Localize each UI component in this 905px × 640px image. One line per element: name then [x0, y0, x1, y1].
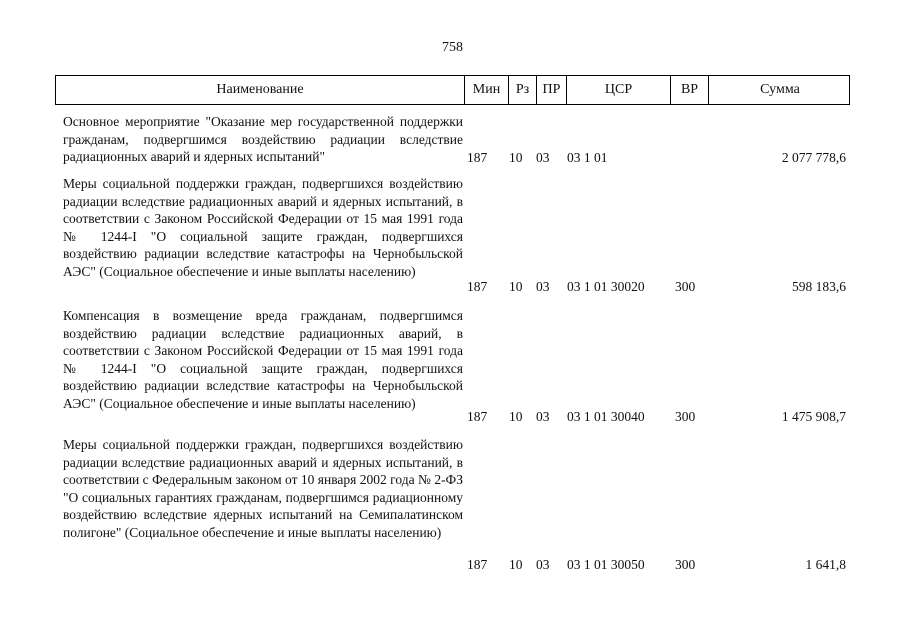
row-csr: 03 1 01 30040 [567, 408, 645, 424]
header-name: Наименование [216, 82, 304, 97]
row-csr: 03 1 01 30020 [567, 278, 645, 294]
header-pr: ПР [536, 76, 566, 104]
row-name: Компенсация в возмещение вреда гражданам, подвергшимся воздействию радиации вследствие радиационных аварий, в соответствии с Законом Российской Федерации от 15 мая 1991 года № 1244-I "О социальной защите граждан, подвергшихся воздействию радиации вследствие катастрофы на Чернобыльской АЭС" (Социальное обеспечение и иные выплаты населению) [63, 308, 463, 411]
row-csr: 03 1 01 30050 [567, 556, 645, 572]
table-row [55, 307, 850, 425]
row-min: 187 [467, 278, 488, 294]
row-vr: 300 [675, 278, 696, 294]
row-pr: 03 [536, 556, 550, 572]
row-rz: 10 [509, 408, 523, 424]
row-min: 187 [467, 408, 488, 424]
row-name: Основное мероприятие "Оказание мер государственной поддержки гражданам, подвергшимся воздействию радиации вследствие радиационных аварий и ядерных испытаний" [63, 114, 463, 164]
header-rz: Рз [508, 76, 536, 104]
header-sum: Сумма [708, 76, 851, 104]
page-number: 758 [442, 40, 463, 55]
table-header [55, 75, 850, 105]
row-pr: 03 [536, 149, 550, 165]
row-name: Меры социальной поддержки граждан, подвергшихся воздействию радиации вследствие радиационных аварий и ядерных испытаний, в соответствии с Федеральным законом от 10 января 2002 года № 2-ФЗ "О социальных гарантиях гражданам, подвергшимся радиационному воздействию вследствие ядерных испытаний на Семипалатинском полигоне" (Социальное обеспечение и иные выплаты населению) [63, 437, 463, 540]
row-sum: 2 077 778,6 [781, 149, 846, 165]
table-row [55, 436, 850, 573]
row-name: Меры социальной поддержки граждан, подвергшихся воздействию радиации вследствие радиационных аварий и ядерных испытаний, в соответствии с Законом Российской Федерации от 15 мая 1991 года № 1244-I "О социальной защите граждан, подвергшихся воздействию радиации вследствие катастрофы на Чернобыльской АЭС" (Социальное обеспечение и иные выплаты населению) [63, 176, 463, 279]
table-row [55, 113, 850, 166]
row-rz: 10 [509, 556, 523, 572]
row-rz: 10 [509, 149, 523, 165]
header-vr: ВР [670, 76, 708, 104]
row-min: 187 [467, 556, 488, 572]
row-min: 187 [467, 149, 488, 165]
row-vr: 300 [675, 408, 696, 424]
row-vr: 300 [675, 556, 696, 572]
row-pr: 03 [536, 408, 550, 424]
header-csr: ЦСР [566, 76, 670, 104]
row-csr: 03 1 01 [567, 149, 608, 165]
table-row [55, 175, 850, 295]
row-sum: 598 183,6 [792, 278, 846, 294]
header-min: Мин [464, 76, 508, 104]
row-sum: 1 641,8 [805, 556, 846, 572]
row-rz: 10 [509, 278, 523, 294]
row-pr: 03 [536, 278, 550, 294]
row-sum: 1 475 908,7 [781, 408, 846, 424]
